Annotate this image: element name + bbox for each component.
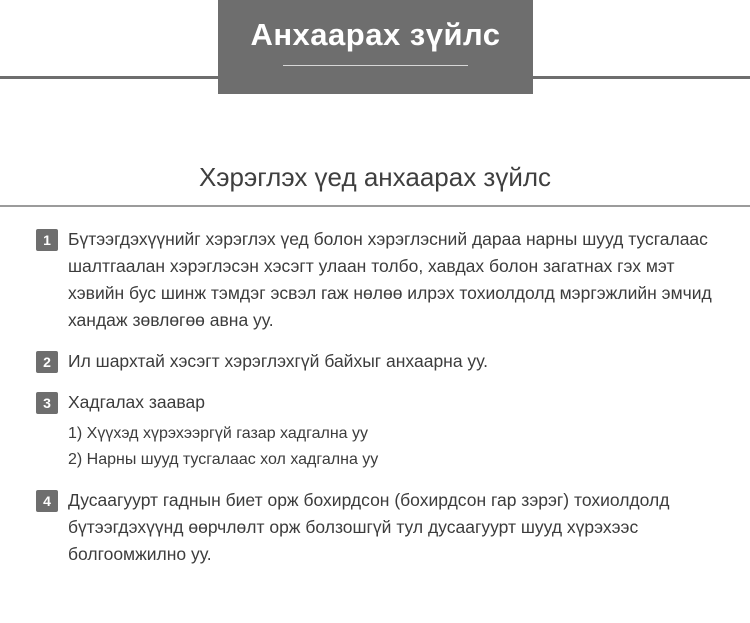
list-item (36, 487, 720, 568)
list-item-marker: 3 (36, 392, 58, 414)
list-item-text: Дусаагуурт гаднын биет орж бохирдсон (бохирдсон гар зэрэг) тохиолдолд бүтээгдэхүүнд өөрчлөлт орж болзошгүй тул дусаагуурт шууд хүрэхээс болгоомжилно уу. (68, 490, 670, 564)
page-title: Анхаарах зүйлс (250, 17, 501, 52)
list-item-text: Ил шархтай хэсэгт хэрэглэхгүй байхыг анхаарна уу. (68, 351, 489, 371)
list-subitem: 1) Хүүхэд хүрэхээргүй газар хадгална уу (68, 425, 368, 442)
list-item-text: Бүтээгдэхүүнийг хэрэглэх үед болон хэрэглэсний дараа нарны шууд тусгалаас шалтгаалан хэрэглэсэн хэсэгт улаан толбо, хавдах болон загатнах гэх мэт хэвийн бус шинж тэмдэг эсвэл гаж нөлөө илрэх тохиолдолд мэргэжлийн эмчид хандаж зөвлөгөө авна уу. (68, 229, 712, 330)
header-title-tab (218, 0, 533, 94)
list-item (36, 389, 720, 473)
list-item (36, 348, 720, 375)
list-item-marker: 4 (36, 490, 58, 512)
list-item-text: Хадгалах заавар (68, 392, 205, 412)
section-divider (0, 205, 750, 207)
list-subitem: 2) Нарны шууд тусгалаас хол хадгална уу (68, 451, 379, 468)
list-item-marker: 1 (36, 229, 58, 251)
section-title-row (0, 160, 750, 204)
list-item-subitems (68, 421, 378, 473)
section-title: Хэрэглэх үед анхаарах зүйлс (198, 162, 552, 192)
list-item-content (58, 226, 718, 334)
list-item (36, 226, 720, 334)
page-header (0, 0, 750, 94)
header-title-underline (283, 65, 468, 66)
list-item-content (58, 389, 378, 473)
list-item-content (58, 348, 488, 375)
notice-section (0, 160, 750, 568)
list-item-marker: 2 (36, 351, 58, 373)
notice-list (0, 204, 750, 568)
list-item-content (58, 487, 718, 568)
